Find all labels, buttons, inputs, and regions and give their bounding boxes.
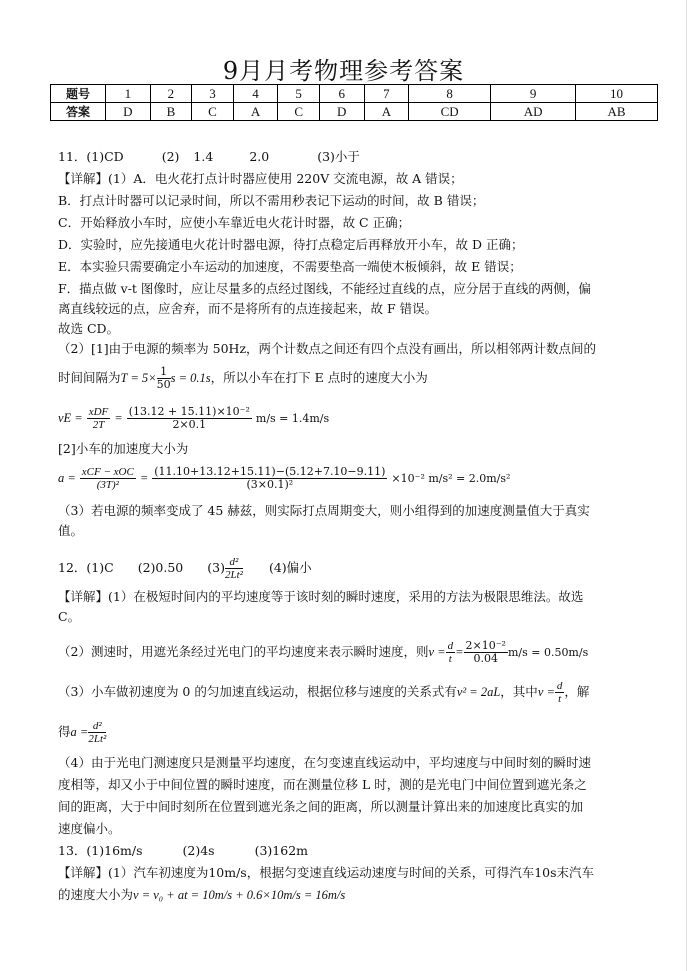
q12-accel-line: [58, 680, 589, 705]
q13-speed-text: 的速度大小为: [58, 887, 134, 902]
fraction-denominator: (3×0.1)²: [246, 478, 294, 491]
table-cell: C: [278, 103, 320, 121]
q12-v-eq: v =: [537, 685, 555, 699]
q12-part3-fraction: [225, 556, 243, 581]
eq-fraction: [446, 640, 456, 665]
fraction-denominator: 2Lt²: [224, 569, 243, 581]
q11-detail-6: F．描点做 v-t 图像时，应让尽量多的点经过图线，不能经过直线的点，应分居于直线的两侧，偏: [58, 281, 591, 296]
table-cell: C: [192, 103, 234, 121]
fraction-numerator: d: [556, 680, 563, 692]
eq-rhs: m/s = 0.50m/s: [507, 646, 589, 659]
q12-speed-line: （2）测速时，用遮光条经过光电门的平均速度来表示瞬时速度，则v = $\frac{d}{t}$ = $\frac{\text{2×10⁻²}}{0.04}$ m/s = 0.50m/s: [58, 639, 589, 665]
fraction-denominator: t: [448, 653, 452, 665]
q11-detail-2: B．打点计时器可以记录时间，所以不需用秒表记下运动的时间，故 B 错误；: [58, 193, 485, 208]
fraction-numerator: 1: [157, 366, 171, 379]
table-header-cell: 答案: [51, 103, 106, 121]
q11-period-result: s = 0.1s: [170, 371, 211, 385]
q11-detail-5: E．本实验只需要确定小车运动的加速度，不需要垫高一端使木板倾斜，故 E 错误；: [58, 259, 522, 274]
q11-part2-v: 1.4: [193, 149, 214, 164]
fraction-numerator: 2×10⁻²: [465, 639, 506, 652]
q12-detail-7: 度相等，却又小于中间位置的瞬时速度，而在测量位移 L 时，测的是光电门中间位置到遮光条之: [58, 777, 587, 792]
q12-result-text: 得: [58, 724, 71, 739]
table-cell: 9: [491, 85, 576, 103]
table-cell: AD: [491, 103, 576, 121]
table-row: [51, 85, 658, 103]
table-cell: B: [150, 103, 192, 121]
q12-accel-eq: v² = 2aL: [456, 685, 501, 699]
q12-accel-text-3: ，解: [564, 684, 590, 699]
table-cell: D: [106, 103, 151, 121]
fraction-numerator: xDF: [88, 406, 109, 418]
table-row: [51, 103, 658, 121]
table-cell: 10: [576, 85, 658, 103]
eq-lhs: a =: [58, 471, 76, 485]
q12-result-line: [58, 720, 106, 745]
q11-part3: (3)小于: [317, 149, 360, 164]
eq-fraction: [464, 640, 508, 665]
table-cell: 6: [319, 85, 364, 103]
q12-detail-1: 【详解】(1）在极短时间内的平均速度等于该时刻的瞬时速度，采用的方法为极限思维法。故选: [58, 589, 584, 604]
q13-speed-eq: v = v₀ + at = 10m/s + 0.6×10m/s = 16m/s: [133, 888, 346, 902]
table-cell: A: [233, 103, 278, 121]
q12-detail-9: 速度偏小。: [58, 821, 121, 836]
q11-detail-4: D．实验时，应先接通电火花计时器电源，待打点稳定后再释放开小车，故 D 正确；: [58, 237, 524, 252]
q13-part3: (3)162m: [254, 843, 308, 858]
fraction-denominator: (3T)²: [96, 479, 119, 491]
q13-part1: 13．(1)16m/s: [58, 843, 143, 858]
fraction-denominator: 2×0.1: [172, 418, 207, 431]
q11-part1: 11．(1)CD: [58, 149, 124, 164]
q11-period-text: 时间间隔为: [58, 370, 121, 385]
q11-accel-intro: [2]小车的加速度大小为: [58, 441, 189, 456]
q11-detail-8: 故选 CD。: [58, 321, 120, 336]
table-cell: 1: [106, 85, 151, 103]
eq-lhs: a =: [70, 725, 89, 739]
q11-period-line: [58, 366, 428, 391]
q13-detail-1: 【详解】(1）汽车初速度为10m/s，根据匀变速直线运动速度与时间的关系，可得汽车10s末汽车: [58, 865, 595, 880]
q11-detail-9: （2）[1]由于电源的频率为 50Hz，两个计数点之间还有四个点没有画出，所以相邻两计数点间的: [58, 341, 597, 356]
table-cell: 3: [192, 85, 234, 103]
q11-detail-15: 值。: [58, 523, 84, 538]
q11-period-eq: T = 5×: [120, 371, 157, 385]
eq-fraction: [87, 406, 111, 431]
table-cell: 5: [278, 85, 320, 103]
q11-detail-3: C．开始释放小车时，应使小车靠近电火花计时器，故 C 正确；: [58, 215, 411, 230]
q11-part2-a: 2.0: [249, 149, 270, 164]
table-cell: CD: [409, 103, 491, 121]
table-cell: 8: [409, 85, 491, 103]
page-title: 9月月考物理参考答案: [222, 57, 465, 85]
q12-detail-2: C。: [58, 609, 81, 624]
fraction-numerator: (13.12 + 15.11)×10⁻²: [128, 405, 250, 418]
q11-period-text-2: ，所以小车在打下 E 点时的速度大小为: [210, 370, 428, 385]
eq-lhs: v =: [428, 645, 446, 659]
eq-fraction: [152, 466, 387, 491]
q11-velocity-equation: vE = $\frac{\text{xDF}}{2T}$ = $\frac{\text{(13.12 + 15.11)×10⁻²}}{2\times 0.1}$ m/s = 1.4m/s: [58, 405, 330, 431]
fraction-denominator: t: [558, 693, 562, 705]
table-cell: 4: [233, 85, 278, 103]
q13-part2: (2)4s: [182, 843, 215, 858]
table-cell: D: [319, 103, 364, 121]
q13-detail-2: [58, 886, 345, 904]
eq-lhs: vE =: [58, 411, 83, 425]
table-header-cell: 题号: [51, 85, 106, 103]
q11-period-fraction: [157, 366, 171, 391]
q12-part4: (4)偏小: [268, 560, 312, 575]
q12-accel-text: （3）小车做初速度为 0 的匀加速直线运动，根据位移与速度的关系式有: [58, 684, 457, 699]
eq-rhs: ×10⁻² m/s² = 2.0m/s²: [391, 472, 511, 485]
table-cell: 2: [150, 85, 192, 103]
q12-detail-6: （4）由于光电门测速度只是测量平均速度，在匀变速直线运动中，平均速度与中间时刻的瞬时速: [58, 755, 591, 770]
q11-accel-equation: a = $\frac{\text{xCF − xOC}}{\text{(3T)²}}$ = $\frac{(11.10+13.12+15.11)-(5.12+7.10-9.11)}{\text{(3×0.1)²}}$ ×10⁻² m/s² = 2.0m/s²: [58, 465, 511, 491]
fraction-numerator: xCF − xOC: [81, 466, 134, 478]
q12-part1: 12．(1)C: [58, 560, 114, 575]
q12-part3: (3): [207, 560, 225, 575]
q11-detail-1: 【详解】(1）A．电火花打点计时器应使用 220V 交流电源，故 A 错误；: [58, 171, 463, 186]
fraction-denominator: 2Lt²: [88, 733, 107, 745]
eq-rhs: m/s = 1.4m/s: [255, 412, 330, 425]
fraction-numerator: d²: [225, 556, 243, 569]
q13-answer-line: [58, 842, 308, 860]
fraction-numerator: (11.10+13.12+15.11)−(5.12+7.10−9.11): [154, 465, 386, 478]
eq-fraction: [555, 680, 565, 705]
q12-speed-text: （2）测速时，用遮光条经过光电门的平均速度来表示瞬时速度，则: [58, 644, 429, 659]
q12-accel-text-2: ，其中: [500, 684, 538, 699]
fraction-numerator: d²: [88, 720, 106, 733]
q11-part2: (2): [161, 149, 180, 164]
answer-table: [50, 84, 658, 121]
eq-fraction: [127, 406, 252, 431]
q12-answer-line: [58, 556, 312, 581]
q11-answer-line: [58, 148, 360, 166]
fraction-denominator: 50: [156, 378, 171, 391]
table-cell: A: [364, 103, 409, 121]
q12-part2: (2)0.50: [137, 560, 184, 575]
q11-detail-14: （3）若电源的频率变成了 45 赫兹，则实际打点周期变大，则小组得到的加速度测量值大于真实: [58, 503, 590, 518]
eq-fraction: [80, 466, 136, 491]
eq-fraction: [88, 720, 106, 745]
q12-detail-8: 间的距离，大于中间时刻所在位置到遮光条之间的距离，所以测量计算出来的加速度比真实的加: [58, 799, 584, 814]
table-cell: AB: [576, 103, 658, 121]
fraction-denominator: 0.04: [473, 652, 498, 665]
table-cell: 7: [364, 85, 409, 103]
fraction-numerator: d: [447, 640, 454, 652]
fraction-denominator: 2T: [92, 419, 105, 431]
q11-detail-7: 离直线较远的点，应舍弃，而不是将所有的点连接起来，故 F 错误。: [58, 301, 438, 316]
